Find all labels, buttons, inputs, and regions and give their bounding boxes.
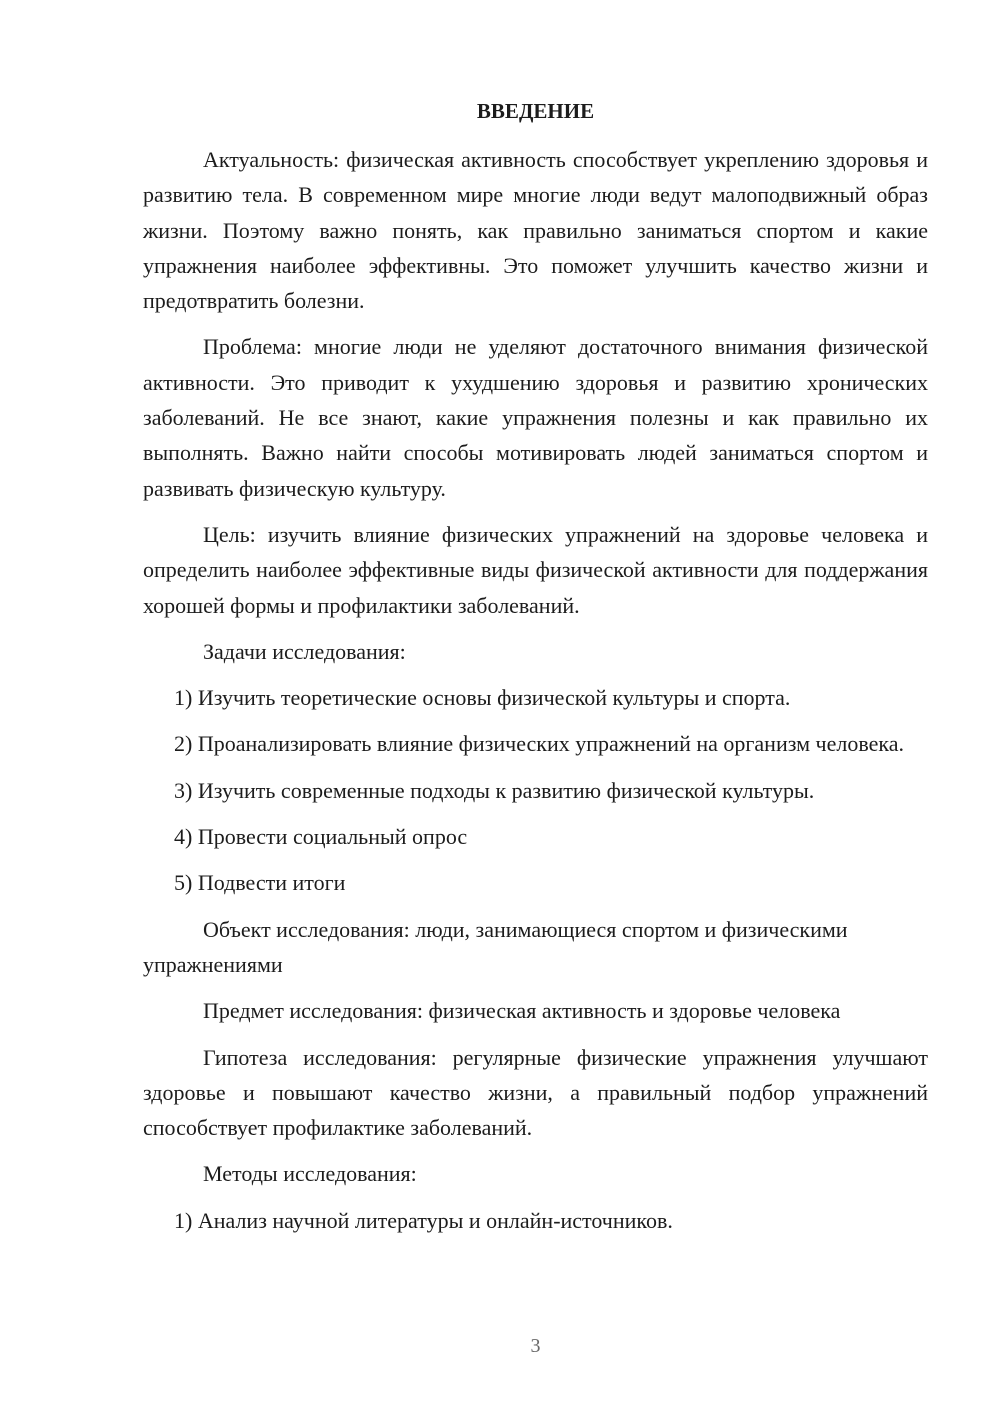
task-item-2: 2) Проанализировать влияние физических упражнений на организм человека. <box>174 731 904 757</box>
document-page <box>143 0 928 1414</box>
paragraph-problem: Проблема: многие люди не уделяют достаточного внимания физической активности. Это приводит к ухудшению здоровья и развитию хронических заболеваний. Не все знают, какие упражнения полезны и как правильно их выполнять. Важно найти способы мотивировать людей заниматься спортом и развивать физическую культуру. <box>143 334 928 501</box>
paragraph-goal: Цель: изучить влияние физических упражнений на здоровье человека и определить наиболее эффективные виды физической активности для поддержания хорошей формы и профилактики заболеваний. <box>143 521 928 618</box>
task-item-4: 4) Провести социальный опрос <box>174 824 468 850</box>
task-item-1: 1) Изучить теоретические основы физической культуры и спорта. <box>174 685 791 711</box>
paragraph-subject: Предмет исследования: физическая активность и здоровье человека <box>203 998 841 1024</box>
page-title: ВВЕДЕНИЕ <box>476 99 595 123</box>
task-item-3: 3) Изучить современные подходы к развитию физической культуры. <box>174 777 815 803</box>
paragraph-hypothesis: Гипотеза исследования: регулярные физические упражнения улучшают здоровье и повышают качество жизни, а правильный подбор упражнений способствует профилактике заболеваний. <box>143 1044 928 1141</box>
paragraph-object: Объект исследования: люди, занимающиеся спортом и физическими упражнениями <box>143 916 848 977</box>
page-number: 3 <box>530 1335 541 1357</box>
method-item-1: 1) Анализ научной литературы и онлайн-источников. <box>174 1207 673 1233</box>
task-item-5: 5) Подвести итоги <box>174 870 346 896</box>
methods-heading: Методы исследования: <box>203 1161 417 1187</box>
document-body <box>143 142 928 1249</box>
tasks-heading: Задачи исследования: <box>203 638 406 664</box>
paragraph-relevance: Актуальность: физическая активность способствует укреплению здоровья и развитию тела. В современном мире многие люди ведут малоподвижный образ жизни. Поэтому важно понять, как правильно заниматься спортом и какие упражнения наиболее эффективны. Это поможет улучшить качество жизни и предотвратить болезни. <box>143 147 928 314</box>
